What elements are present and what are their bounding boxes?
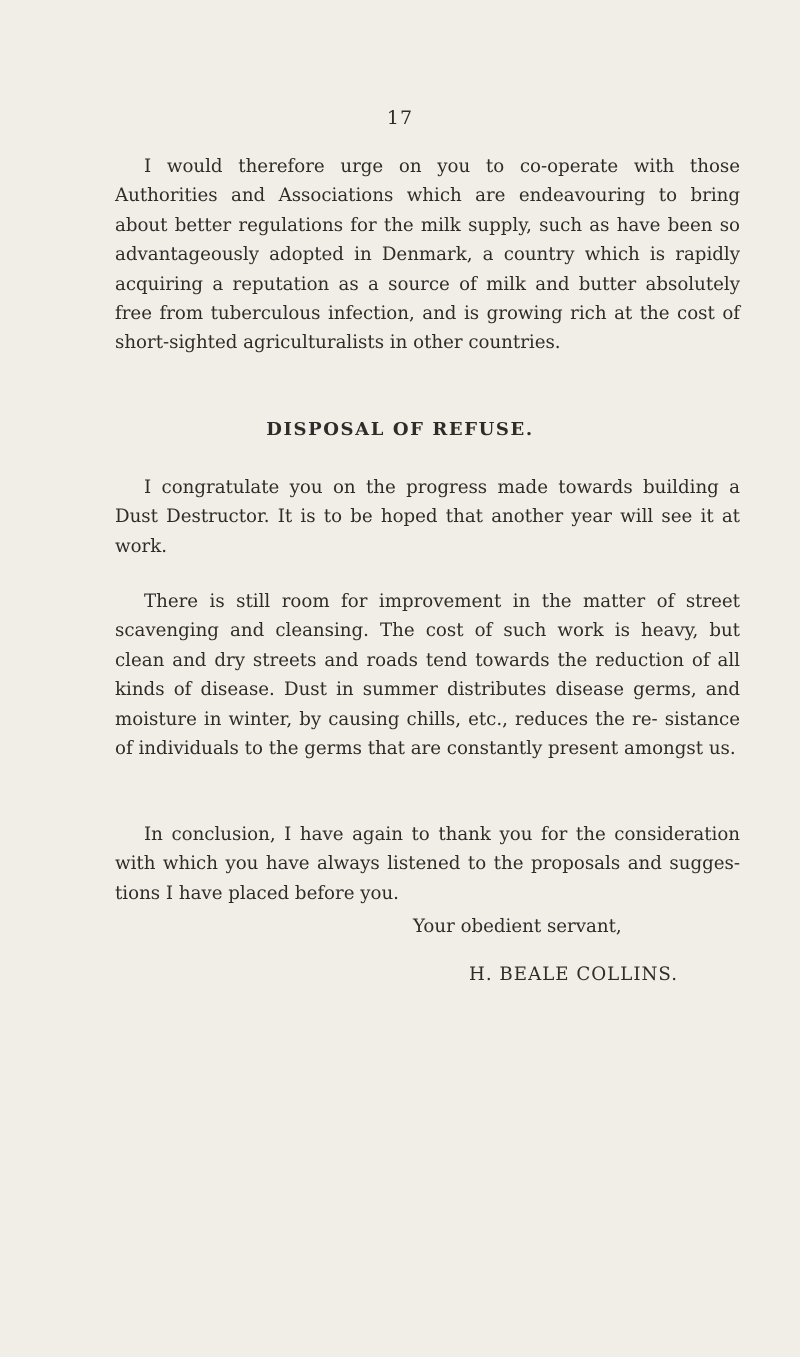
signature-name: H. BEALE COLLINS.	[469, 964, 679, 985]
paragraph-street-scavenging: There is still room for improvement in the matter of street scavenging and cleansing. The cost of such work is heavy, but clean and dry streets and roads tend towards the reduction of all kinds of disease. Dust in summer distributes disease germs, and moisture in winter, by causing chills, etc., reduces the re- sistance of individuals to the germs that are constantly present amongst us.	[115, 591, 740, 760]
section-heading: DISPOSAL OF REFUSE.	[266, 419, 534, 440]
closing-salutation: Your obedient servant,	[413, 916, 622, 937]
paragraph-dust-destructor: I congratulate you on the progress made towards building a Dust Destructor. It is to be hoped that another year will see it at work.	[115, 477, 740, 557]
paragraph-milk-supply: I would therefore urge on you to co-operate with those Authorities and Associations which are endeavouring to bring about better regulations for the milk supply, such as have been so advantageously adopted in Denmark, a country which is rapidly acquiring a reputation as a source of milk and butter absolutely free from tuberculous infection, and is growing rich at the cost of short-sighted agriculturalists in other countries.	[115, 156, 740, 354]
paragraph-conclusion: In conclusion, I have again to thank you for the consideration with which you have always listened to the proposals and sugges- tions I have placed before you.	[115, 824, 740, 904]
page-number: 17	[386, 107, 414, 129]
